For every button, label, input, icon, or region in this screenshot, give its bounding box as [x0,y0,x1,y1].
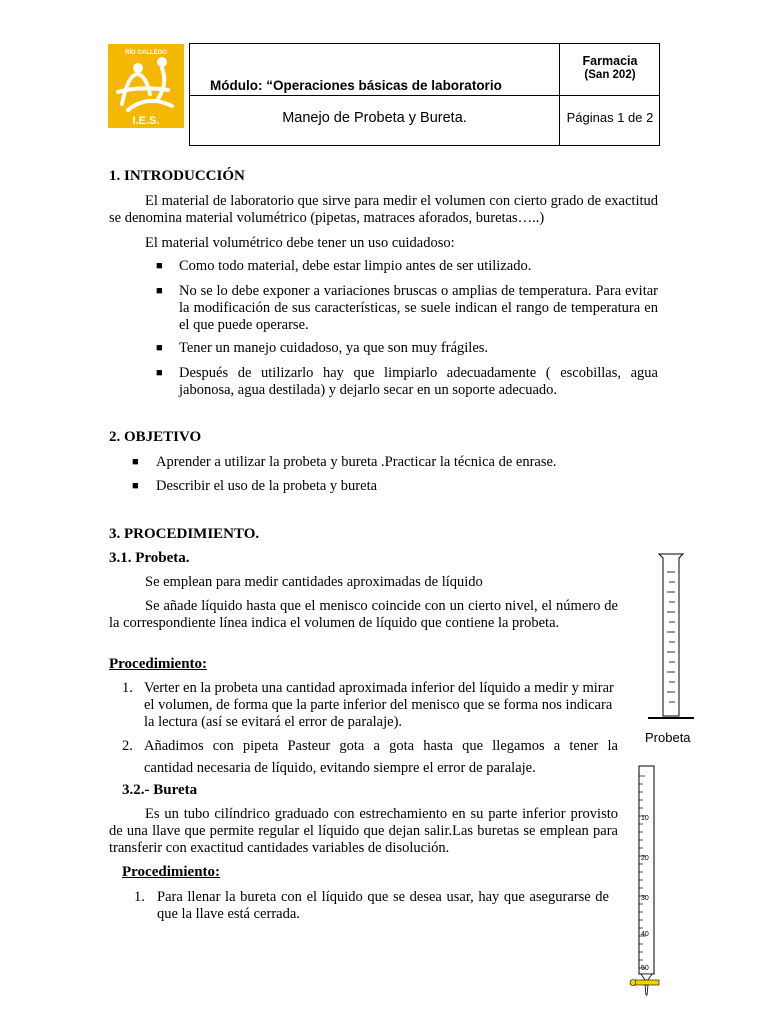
intro-bullet-4: Después de utilizarlo hay que limpiarlo adecuadamente ( escobillas, agua jabonosa, agua destilada) y dejarlo secar en un soporte adecuado. [179,365,658,398]
probeta-step-2-line-1: Añadimos con pipeta Pasteur gota a gota hasta que llegamos a tener la [144,738,618,754]
module-title: Módulo: “Operaciones básicas de laboratorio [210,78,502,93]
section-heading-procedure: 3. PROCEDIMIENTO. [109,526,260,542]
step-number: 2. [122,738,133,754]
probeta-paragraph-1: Se emplean para medir cantidades aproximadas de líquido [145,574,483,590]
section-heading-intro: 1. INTRODUCCIÓN [109,168,245,184]
intro-paragraph-2: El material volumétrico debe tener un uso cuidadoso: [145,235,455,251]
subsection-heading-probeta: 3.1. Probeta. [109,550,190,566]
probeta-procedure-label: Procedimiento: [109,656,208,672]
bureta-step-1: Para llenar la bureta con el líquido que se desea usar, hay que asegurarse de que la llave está cerrada. [157,889,609,922]
bullet-icon: ■ [156,367,163,379]
header-table [189,43,660,146]
document-subtitle: Manejo de Probeta y Bureta. [282,110,467,126]
probeta-step-1: Verter en la probeta una cantidad aproximada inferior del líquido a medir y mirar el volumen, de forma que la parte inferior del menisco que se forma nos indicara la lectura (así se evitará el error de paralaje). [144,680,614,730]
probeta-figure-label: Probeta [645,730,691,745]
bullet-icon: ■ [132,480,139,492]
subsection-heading-bureta: 3.2.- Bureta [122,782,198,798]
step-number: 1. [122,680,133,696]
intro-bullet-1: Como todo material, debe estar limpio antes de ser utilizado. [179,258,532,274]
logo-text-top: RÍO GALLEGO [125,50,167,56]
section-heading-objective: 2. OBJETIVO [109,429,202,445]
step-number: 1. [134,889,145,905]
intro-bullet-2: No se lo debe exponer a variaciones bruscas o amplias de temperatura. Para evitar la modificación de sus características, se suele indican el rango de temperatura en el que puede operarse. [179,283,658,333]
bureta-scale-50: 50 [641,965,649,972]
bullet-icon: ■ [132,456,139,468]
probeta-paragraph-2: Se añade líquido hasta que el menisco coincide con un cierto nivel, el número de la correspondiente línea indica el volumen de líquido que contiene la probeta. [109,598,618,631]
bureta-scale-40: 40 [641,931,649,938]
bullet-icon: ■ [156,260,163,272]
bureta-scale-10: 10 [641,815,649,822]
logo-text-bottom: I.E.S. [132,115,160,127]
intro-paragraph-1: El material de laboratorio que sirve para medir el volumen con cierto grado de exactitud se denomina material volumétrico (pipetas, matraces aforados, buretas…..) [109,193,658,226]
bureta-procedure-label: Procedimiento: [122,864,221,880]
bullet-icon: ■ [156,342,163,354]
page-count: Páginas 1 de 2 [566,110,654,125]
bureta-scale-30: 30 [641,895,649,902]
department-label: Farmacia (San 202) [582,54,638,81]
objective-bullet-2: Describir el uso de la probeta y bureta [156,478,378,494]
probeta-step-2-line-2: cantidad necesaria de líquido, evitando siempre el error de paralaje. [144,760,536,776]
objective-bullet-1: Aprender a utilizar la probeta y bureta .Practicar la técnica de enrase. [156,454,557,470]
bullet-icon: ■ [156,285,163,297]
intro-bullet-3: Tener un manejo cuidadoso, ya que son muy frágiles. [179,340,489,356]
bureta-scale-20: 20 [641,855,649,862]
school-logo [108,44,184,128]
bureta-illustration [628,764,668,996]
probeta-illustration [640,552,700,724]
bureta-paragraph-1: Es un tubo cilíndrico graduado con estrechamiento en su parte inferior provisto de una llave que permite regular el líquido que dejan salir.Las buretas se emplean para transferir con exactitud cantidades variables de disolución. [109,806,618,856]
